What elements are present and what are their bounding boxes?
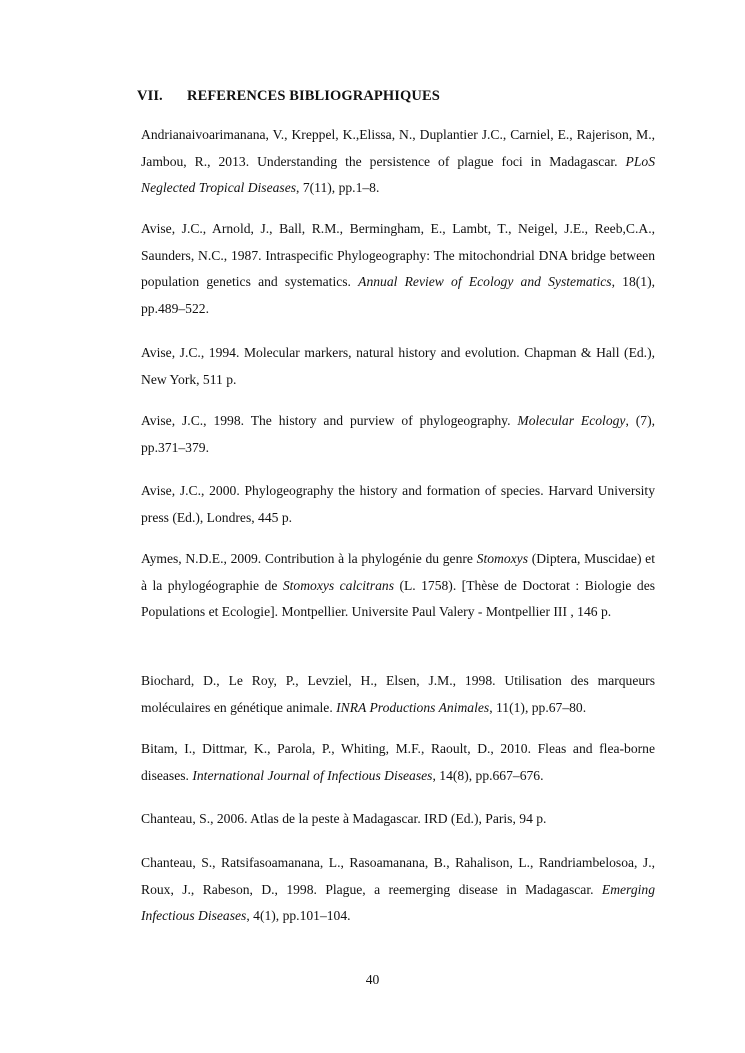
reference-entry: Avise, J.C., Arnold, J., Ball, R.M., Bermingham, E., Lambt, T., Neigel, J.E., Reeb,C.A., Saunders, N.C., 1987. Intraspecific Phylogeography: The mitochondrial DNA bridge between population genetics and systematics. Annual Review of Ecology and Systematics, 18(1), pp.489–522. [141,221,655,316]
reference-entry: Avise, J.C., 1994. Molecular markers, natural history and evolution. Chapman & Hall (Ed.), New York, 511 p. [141,345,655,387]
genus-name: Stomoxys [476,551,528,566]
journal-title: Molecular Ecology [517,413,626,428]
reference-entry: Chanteau, S., Ratsifasoamanana, L., Rasoamanana, B., Rahalison, L., Randriambelosoa, J., Roux, J., Rabeson, D., 1998. Plague, a reemerging disease in Madagascar. Emerging Infectious Diseases, 4(1), pp.101–104. [141,855,655,923]
reference-entry: Avise, J.C., 1998. The history and purview of phylogeography. Molecular Ecology, (7), pp.371–379. [141,413,656,455]
journal-title: INRA Productions Animales [336,699,490,715]
section-number: VII. [137,88,163,104]
reference-entry: Andrianaivoarimanana, V., Kreppel, K.,Elissa, N., Duplantier J.C., Carniel, E., Rajerison, M., Jambou, R., 2013. Understanding the persistence of plague foci in Madagascar. PLoS Neglected Tropical Diseases, 7(11), pp.1–8. [141,127,655,195]
journal-title: International Journal of Infectious Diseases [192,767,433,783]
reference-entry: Bitam, I., Dittmar, K., Parola, P., Whiting, M.F., Raoult, D., 2010. Fleas and flea-borne diseases. International Journal of Infectious Diseases, 14(8), pp.667–676. [141,741,655,783]
reference-entry: Chanteau, S., 2006. Atlas de la peste à Madagascar. IRD (Ed.), Paris, 94 p. [141,811,547,826]
reference-entry: Aymes, N.D.E., 2009. Contribution à la phylogénie du genre Stomoxys (Diptera, Muscidae) et à la phylogéographie de Stomoxys calcitrans (L. 1758). [Thèse de Doctorat : Biologie des Populations et Ecologie]. Montpellier. Universite Paul Valery - Montpellier III , 146 p. [141,551,656,619]
section-title: REFERENCES BIBLIOGRAPHIQUES [187,88,440,104]
journal-title: Emerging Infectious Diseases [141,881,655,923]
page-number: 40 [365,972,380,987]
reference-entry: Avise, J.C., 2000. Phylogeography the history and formation of species. Harvard University press (Ed.), Londres, 445 p. [141,483,655,525]
journal-title: Annual Review of Ecology and Systematics [358,274,612,289]
section-heading [137,88,440,105]
species-name: Stomoxys calcitrans [282,577,394,593]
journal-title: PLoS Neglected Tropical Diseases [141,153,655,195]
reference-entry: Biochard, D., Le Roy, P., Levziel, H., Elsen, J.M., 1998. Utilisation des marqueurs moléculaires en génétique animale. INRA Productions Animales, 11(1), pp.67–80. [141,673,655,715]
